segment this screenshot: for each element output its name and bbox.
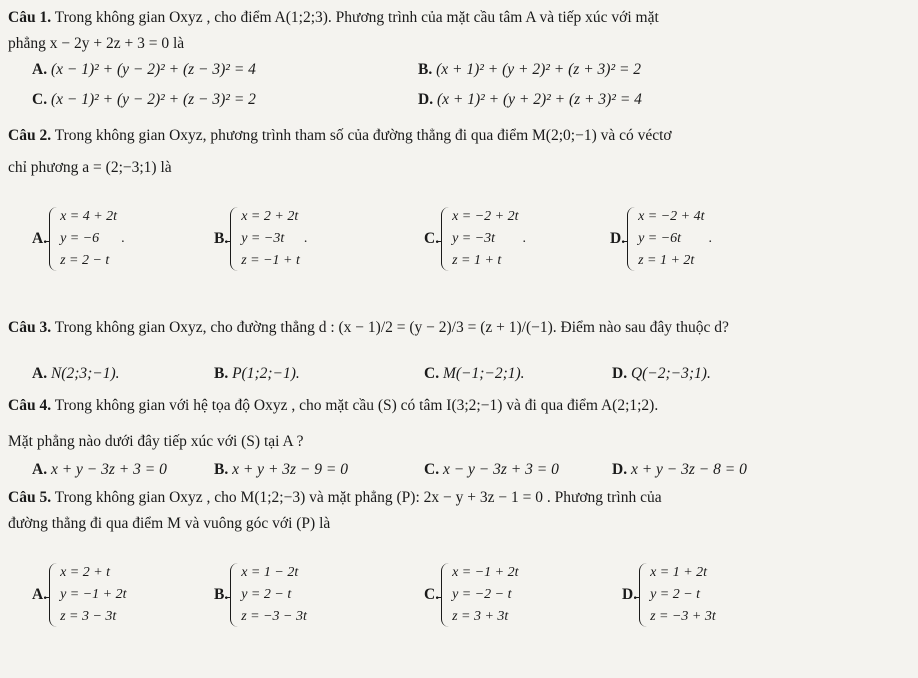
q2-option-d[interactable]: D. x = −2 + 4t y = −6t z = 1 + 2t . xyxy=(610,206,712,272)
q1-text: Trong không gian Oxyz , cho điểm A(1;2;3). Phương trình của mặt cầu tâm A và tiếp xúc với mặt xyxy=(54,9,659,26)
brace-icon xyxy=(230,207,238,271)
q1-option-c[interactable]: C. (x − 1)² + (y − 2)² + (z − 3)² = 2 xyxy=(32,91,256,108)
q3-label: Câu 3. xyxy=(8,319,52,336)
q3-option-b[interactable]: B. P(1;2;−1). xyxy=(214,365,300,382)
brace-icon xyxy=(639,563,647,627)
q1-option-b[interactable]: B. (x + 1)² + (y + 2)² + (z + 3)² = 2 xyxy=(418,61,642,78)
q5-option-a[interactable]: A. x = 2 + t y = −1 + 2t z = 3 − 3t xyxy=(32,562,127,628)
q4-option-a[interactable]: A. x + y − 3z + 3 = 0 xyxy=(32,461,167,478)
q2-stem-cont: chỉ phương a = (2;−3;1) là xyxy=(8,159,172,176)
q5-label: Câu 5. xyxy=(8,489,52,506)
q2-stem xyxy=(8,126,672,146)
q4-option-d[interactable]: D. x + y − 3z − 8 = 0 xyxy=(612,461,747,478)
q5-stem xyxy=(8,488,662,508)
q3-stem xyxy=(8,318,729,338)
q3-option-c[interactable]: C. M(−1;−2;1). xyxy=(424,365,525,382)
q2-label: Câu 2. xyxy=(8,127,52,144)
q1-option-d[interactable]: D. (x + 1)² + (y + 2)² + (z + 3)² = 4 xyxy=(418,91,642,108)
brace-icon xyxy=(49,207,57,271)
q4-option-b[interactable]: B. x + y + 3z − 9 = 0 xyxy=(214,461,348,478)
q1-stem-cont: phẳng x − 2y + 2z + 3 = 0 là xyxy=(8,35,185,52)
q5-option-d[interactable]: D. x = 1 + 2t y = 2 − t z = −3 + 3t xyxy=(622,562,716,628)
q2-option-b[interactable]: B. x = 2 + 2t y = −3t z = −1 + t . xyxy=(214,206,307,272)
q5-option-c[interactable]: C. x = −1 + 2t y = −2 − t z = 3 + 3t xyxy=(424,562,519,628)
q5-option-b[interactable]: B. x = 1 − 2t y = 2 − t z = −3 − 3t xyxy=(214,562,307,628)
q4-option-c[interactable]: C. x − y − 3z + 3 = 0 xyxy=(424,461,559,478)
q1-stem xyxy=(8,8,659,28)
q5-stem-cont: đường thẳng đi qua điểm M và vuông góc với (P) là xyxy=(8,515,331,532)
q5-text: Trong không gian Oxyz , cho M(1;2;−3) và mặt phẳng (P): 2x − y + 3z − 1 = 0 . Phương trình của xyxy=(54,489,662,506)
brace-icon xyxy=(627,207,635,271)
brace-icon xyxy=(441,207,449,271)
q2-option-a[interactable]: A. x = 4 + 2t y = −6 z = 2 − t . xyxy=(32,206,125,272)
brace-icon xyxy=(441,563,449,627)
q1-option-a[interactable]: A. (x − 1)² + (y − 2)² + (z − 3)² = 4 xyxy=(32,61,256,78)
q3-option-d[interactable]: D. Q(−2;−3;1). xyxy=(612,365,711,382)
q2-text: Trong không gian Oxyz, phương trình tham số của đường thẳng đi qua điểm M(2;0;−1) và có véctơ xyxy=(54,127,672,144)
q3-option-a[interactable]: A. N(2;3;−1). xyxy=(32,365,120,382)
q4-label: Câu 4. xyxy=(8,397,52,414)
q3-text: Trong không gian Oxyz, cho đường thẳng d : (x − 1)/2 = (y − 2)/3 = (z + 1)/(−1). Điểm nào sau đây thuộc d? xyxy=(54,319,729,336)
brace-icon xyxy=(49,563,57,627)
q2-option-c[interactable]: C. x = −2 + 2t y = −3t z = 1 + t . xyxy=(424,206,526,272)
q4-stem xyxy=(8,396,658,416)
q4-text: Trong không gian với hệ tọa độ Oxyz , cho mặt cầu (S) có tâm I(3;2;−1) và đi qua điểm A(2;1;2). xyxy=(54,397,659,414)
q1-label: Câu 1. xyxy=(8,9,52,26)
q4-stem-cont: Mặt phẳng nào dưới đây tiếp xúc với (S) tại A ? xyxy=(8,433,304,450)
brace-icon xyxy=(230,563,238,627)
